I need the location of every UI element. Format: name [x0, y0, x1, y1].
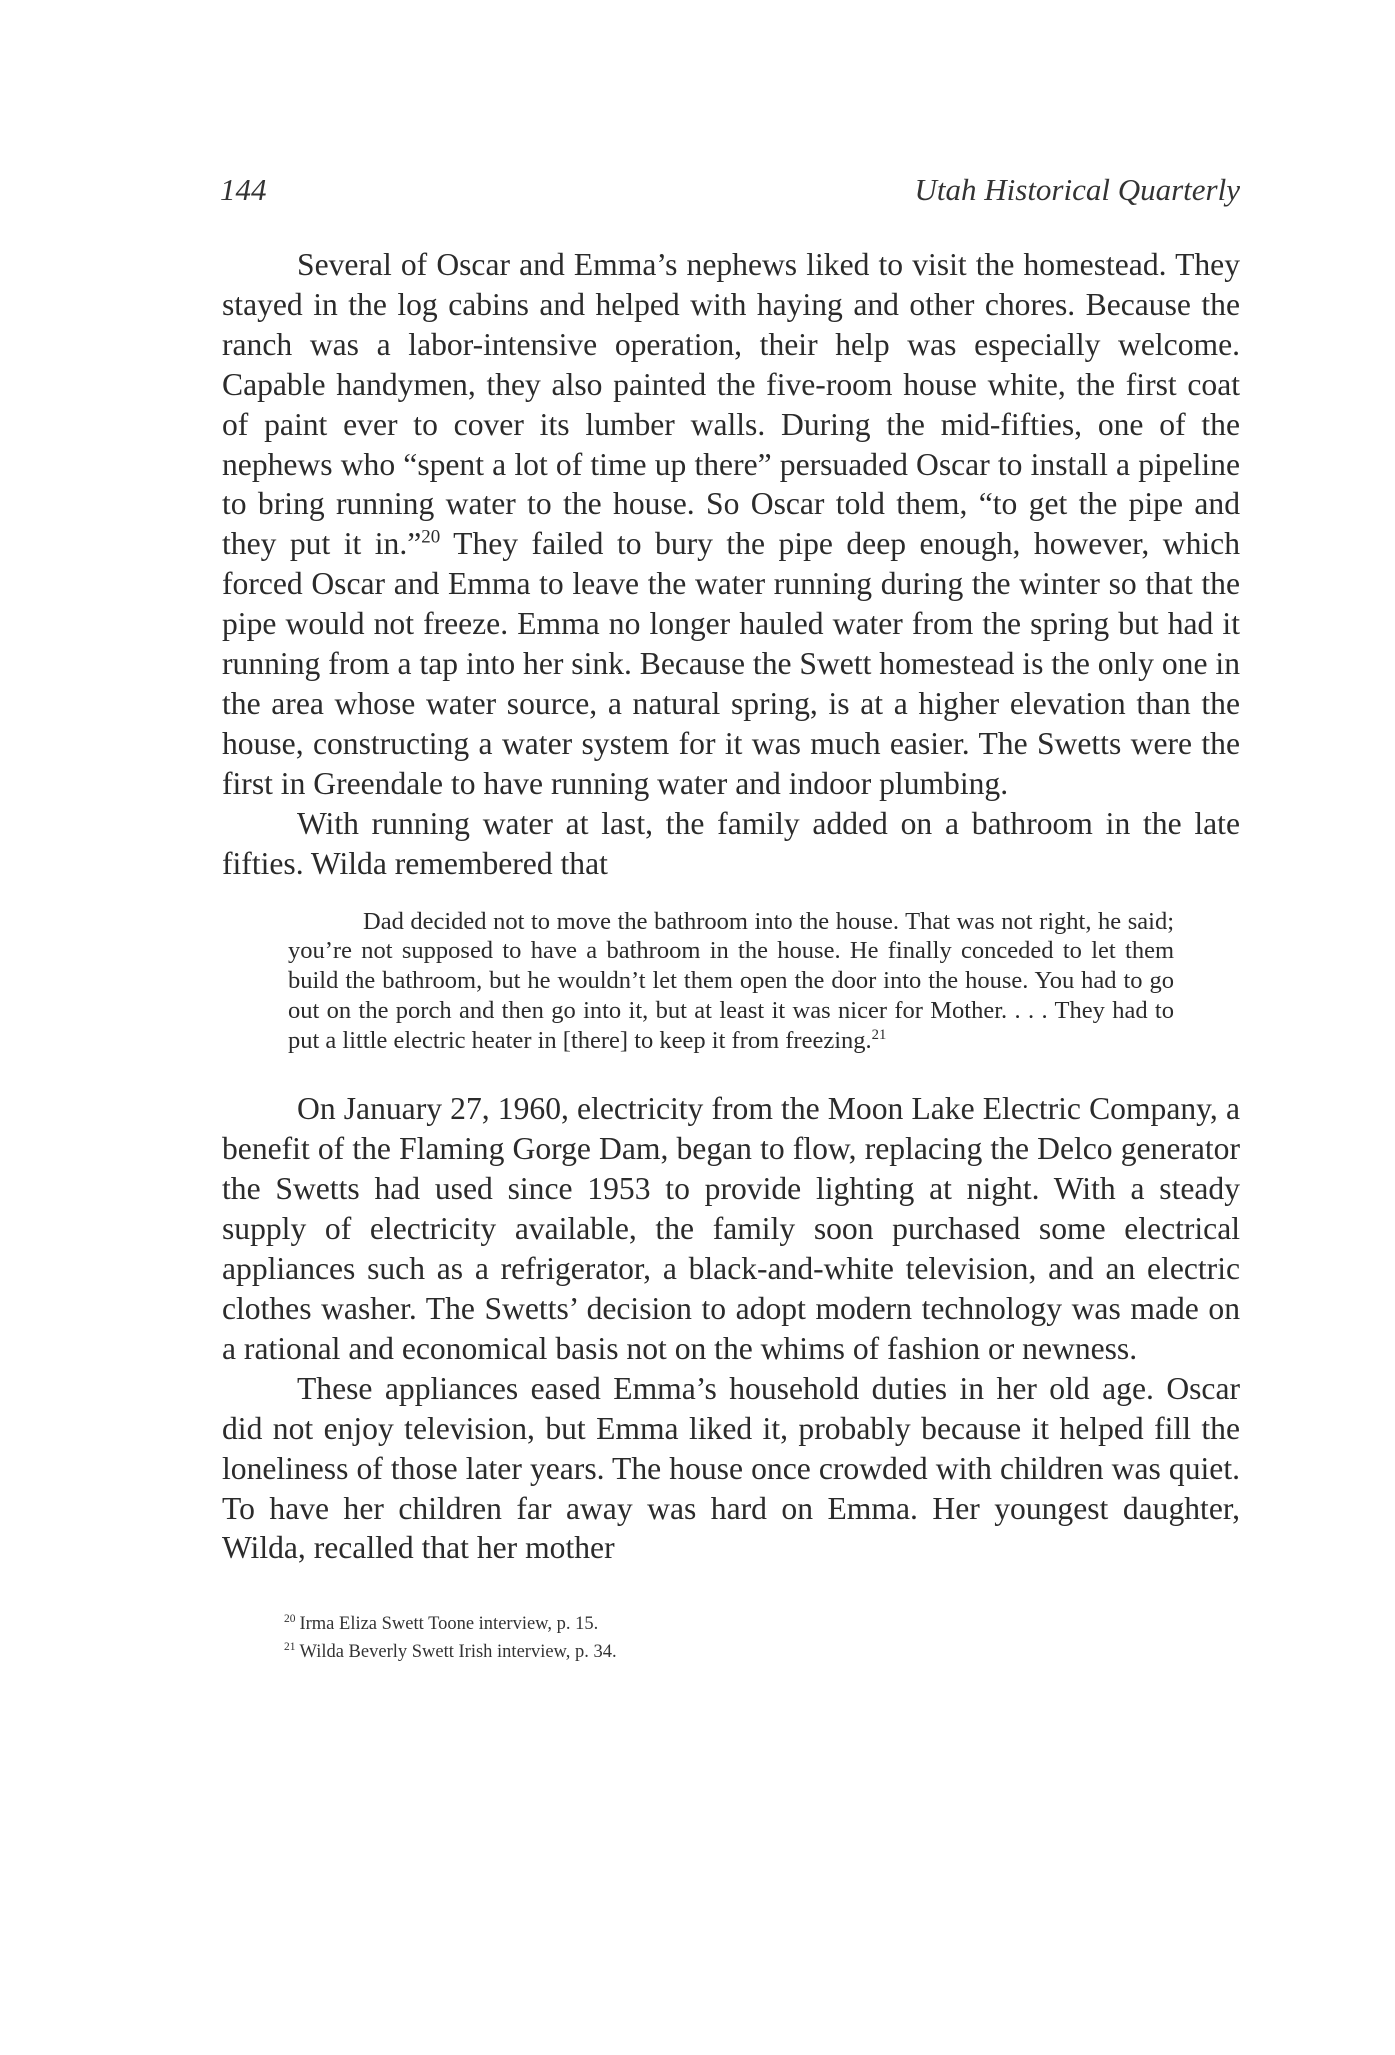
paragraph-electricity: On January 27, 1960, electricity from the Moon Lake Electric Company, a benefit of the Flaming Gorge Dam, began to flow, replacing the Delco generator the Swetts had used since 1953 to provide lighting at night. With a steady supply of electricity available, the family soon purchased some electrical appliances such as a refrigerator, a black-and-white television, and an electric clothes washer. The Swetts’ decision to adopt modern technology was made on a rational and economical basis not on the whims of fashion or newness.: [222, 1091, 1240, 1366]
footnote-number: 21: [284, 1641, 296, 1654]
page: [222, 172, 1240, 1666]
footnotes: [284, 1610, 1240, 1666]
paragraph-appliances: These appliances eased Emma’s household duties in her old age. Oscar did not enjoy television, but Emma liked it, probably because it helped fill the loneliness of those later years. The house once crowded with children was quiet. To have her children far away was hard on Emma. Her youngest daughter, Wilda, recalled that her mother: [222, 1370, 1240, 1566]
block-quote: [288, 907, 1174, 1056]
footnote-text: Wilda Beverly Swett Irish interview, p. 34.: [299, 1642, 617, 1663]
paragraph-text: Several of Oscar and Emma’s nephews liked to visit the homestead. They stayed in the log cabins and helped with haying and other chores. Because the ranch was a labor-intensive operation, their help was especially welcome. Capable handymen, they also painted the five-room house white, the first coat of paint ever to cover its lumber walls. During the mid-fifties, one of the nephews who “spent a lot of time up there” persuaded Oscar to install a pipeline to bring running water to the house. So Oscar told them, “to get the pipe and they put it in.”: [222, 247, 1240, 562]
running-head: [222, 172, 1240, 212]
quote-text: Dad decided not to move the bathroom into the house. That was not right, he said; you’re not supposed to have a bathroom in the house. He finally conceded to let them build the bathroom, but he wouldn’t let them open the door into the house. You had to go out on the porch and then go into it, but at least it was nicer for Mother. . . . They had to put a little electric heater in [there] to keep it from freezing.: [288, 907, 1174, 1054]
paragraph-text-continued: They failed to bury the pipe deep enough, however, which forced Oscar and Emma to leave the water running during the winter so that the pipe would not freeze. Emma no longer hauled water from the spring but had it running from a tap into her sink. Because the Swett homestead is the only one in the area whose water source, a natural spring, is at a higher elevation than the house, constructing a water system for it was much easier. The Swetts were the first in Greendale to have running water and indoor plumbing.: [222, 526, 1240, 801]
article-body: [222, 245, 1240, 1568]
footnote-20: [284, 1610, 1240, 1638]
footnote-text: Irma Eliza Swett Toone interview, p. 15.: [299, 1614, 599, 1635]
footnote-21: [284, 1638, 1240, 1666]
paragraph-water-system: [222, 245, 1240, 804]
footnote-number: 20: [284, 1613, 296, 1626]
paragraph-bathroom: With running water at last, the family added on a bathroom in the late fifties. Wilda remembered that: [222, 805, 1240, 881]
footnote-ref-20: 20: [421, 526, 441, 548]
footnote-ref-21: 21: [871, 1026, 887, 1043]
page-number: 144: [220, 172, 267, 207]
journal-title: Utah Historical Quarterly: [914, 172, 1240, 207]
